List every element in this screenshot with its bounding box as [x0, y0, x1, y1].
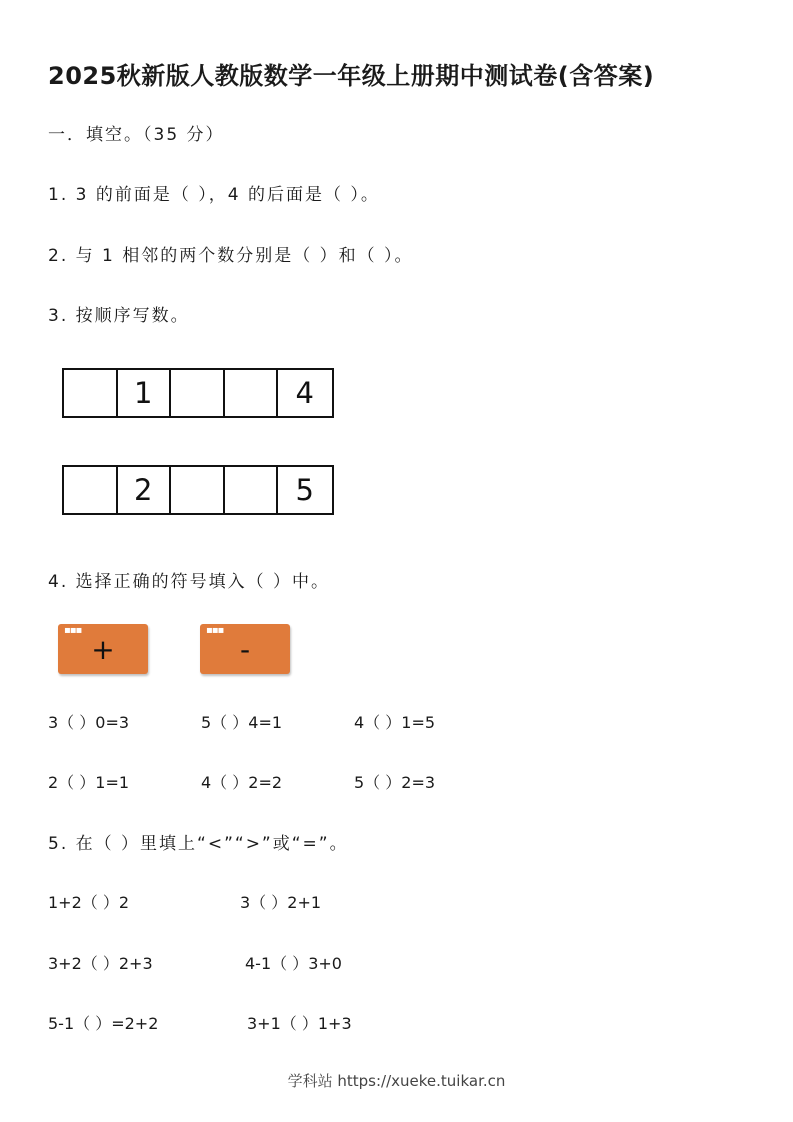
q5-comparison: 3（ ）2+1	[240, 893, 322, 912]
grid-cell	[64, 467, 118, 513]
plus-sign-card	[58, 624, 148, 674]
q4-equation: 5（ ）4=1	[201, 713, 283, 732]
q4-equation: 4（ ）2=2	[201, 773, 283, 792]
footer-watermark: 学科站 https://xueke.tuikar.cn	[287, 1072, 506, 1090]
q5-comparison: 4-1（ ）3+0	[245, 954, 342, 973]
minus-sign-card	[200, 624, 290, 674]
number-sequence-grid-1	[62, 368, 334, 418]
q4-equation: 4（ ）1=5	[354, 713, 436, 732]
grid-cell	[64, 370, 118, 416]
grid-cell	[171, 467, 225, 513]
grid-cell: 1	[118, 370, 172, 416]
question-4: 4. 选择正确的符号填入（ ）中。	[48, 572, 331, 592]
section-heading-fill-in: 一．填空。（35 分）	[48, 125, 225, 145]
q4-equation: 2（ ）1=1	[48, 773, 130, 792]
grid-cell	[171, 370, 225, 416]
grid-cell: 4	[295, 376, 314, 410]
number-sequence-grid-2	[62, 465, 334, 515]
q5-comparison: 3+1（ ）1+3	[247, 1014, 352, 1033]
question-3: 3. 按顺序写数。	[48, 306, 190, 326]
q4-equation: 5（ ）2=3	[354, 773, 436, 792]
grid-cell	[225, 370, 279, 416]
card-dots-icon: ▪▪▪	[64, 625, 82, 636]
plus-sign: +	[91, 632, 115, 666]
q5-comparison: 1+2（ ）2	[48, 893, 130, 912]
grid-cell: 2	[118, 467, 172, 513]
card-dots-icon: ▪▪▪	[206, 625, 224, 636]
page-title: 2025秋新版人教版数学一年级上册期中测试卷(含答案)	[48, 62, 655, 90]
minus-sign: -	[239, 632, 251, 666]
q4-equation: 3（ ）0=3	[48, 713, 130, 732]
q5-comparison: 3+2（ ）2+3	[48, 954, 153, 973]
question-2: 2. 与 1 相邻的两个数分别是（ ）和（ ）。	[48, 246, 414, 266]
question-5: 5. 在（ ）里填上“<”“>”或“=”。	[48, 834, 349, 854]
q5-comparison: 5-1（ ）=2+2	[48, 1014, 159, 1033]
grid-cell: 5	[295, 473, 314, 507]
grid-cell	[225, 467, 279, 513]
question-1: 1. 3 的前面是（ ），4 的后面是（ ）。	[48, 185, 380, 205]
